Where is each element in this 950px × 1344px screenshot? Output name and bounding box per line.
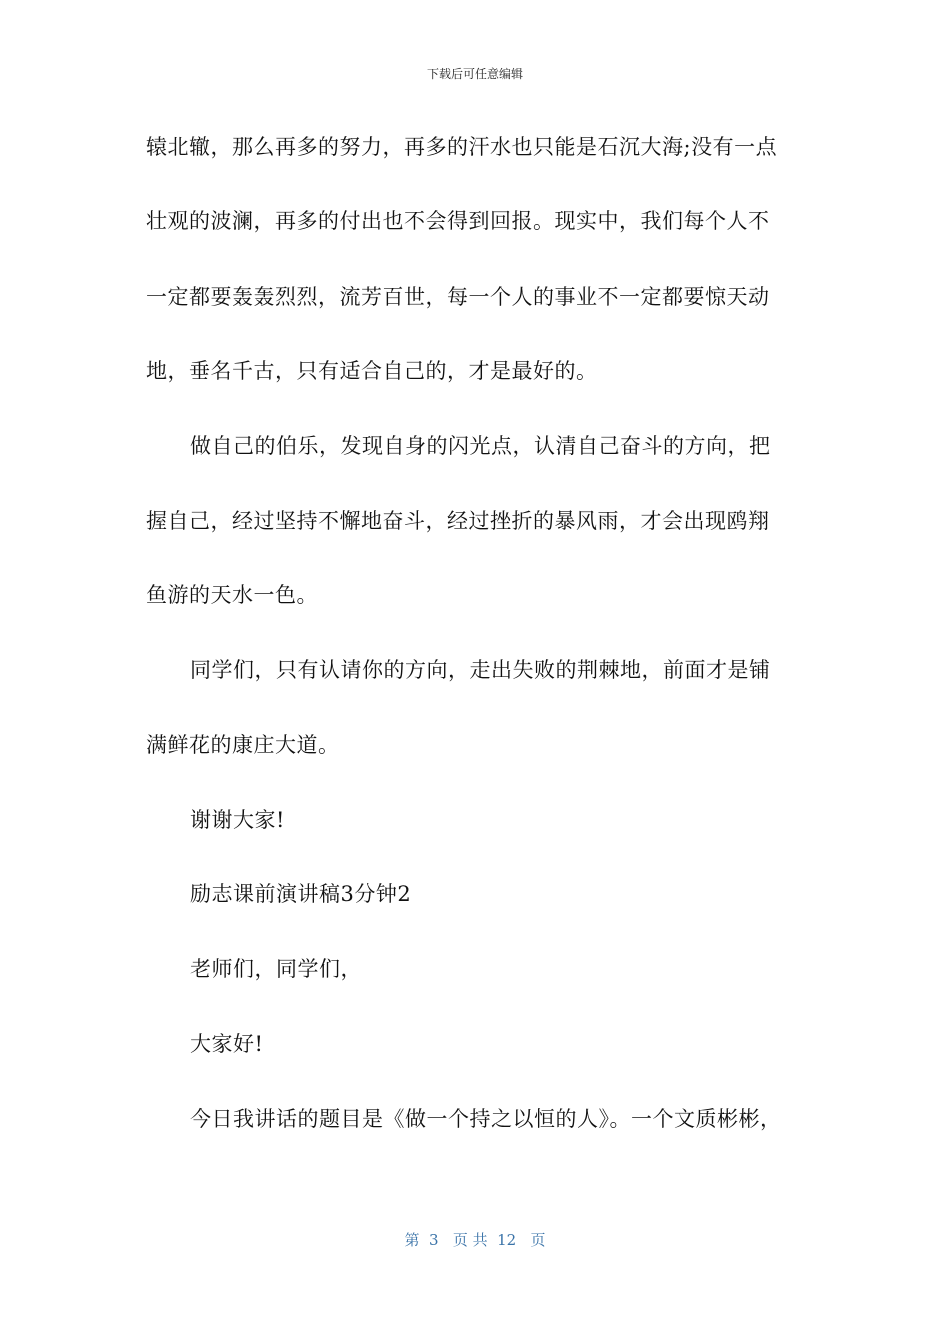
closing-line: 谢谢大家!	[190, 808, 285, 832]
page-header: 下载后可任意编辑	[426, 67, 523, 81]
text-line: 地，垂名千古，只有适合自己的，才是最好的。	[146, 359, 598, 383]
text-line: 鱼游的天水一色。	[146, 583, 318, 607]
text-line: 握自己，经过坚持不懈地奋斗，经过挫折的暴风雨，才会出现鸥翔	[146, 509, 770, 533]
text-line: 辕北辙，那么再多的努力，再多的汗水也只能是石沉大海;没有一点	[146, 135, 778, 159]
paragraph-start-line: 今日我讲话的题目是《做一个持之以恒的人》。一个文质彬彬，	[190, 1107, 782, 1131]
text-line: 一定都要轰轰烈烈，流芳百世，每一个人的事业不一定都要惊天动	[146, 285, 770, 309]
paragraph-start-line: 做自己的伯乐，发现自身的闪光点，认清自己奋斗的方向，把	[190, 434, 771, 458]
salutation-line: 老师们，同学们，	[190, 957, 362, 981]
text-line: 壮观的波澜，再多的付出也不会得到回报。现实中，我们每个人不	[146, 209, 770, 233]
page-footer: 第 3 页 共 12 页	[404, 1231, 546, 1249]
paragraph-start-line: 同学们，只有认请你的方向，走出失败的荆棘地，前面才是铺	[190, 658, 771, 682]
section-title: 励志课前演讲稿3分钟2	[190, 882, 412, 906]
greeting-line: 大家好!	[190, 1032, 264, 1056]
text-line: 满鲜花的康庄大道。	[146, 733, 340, 757]
